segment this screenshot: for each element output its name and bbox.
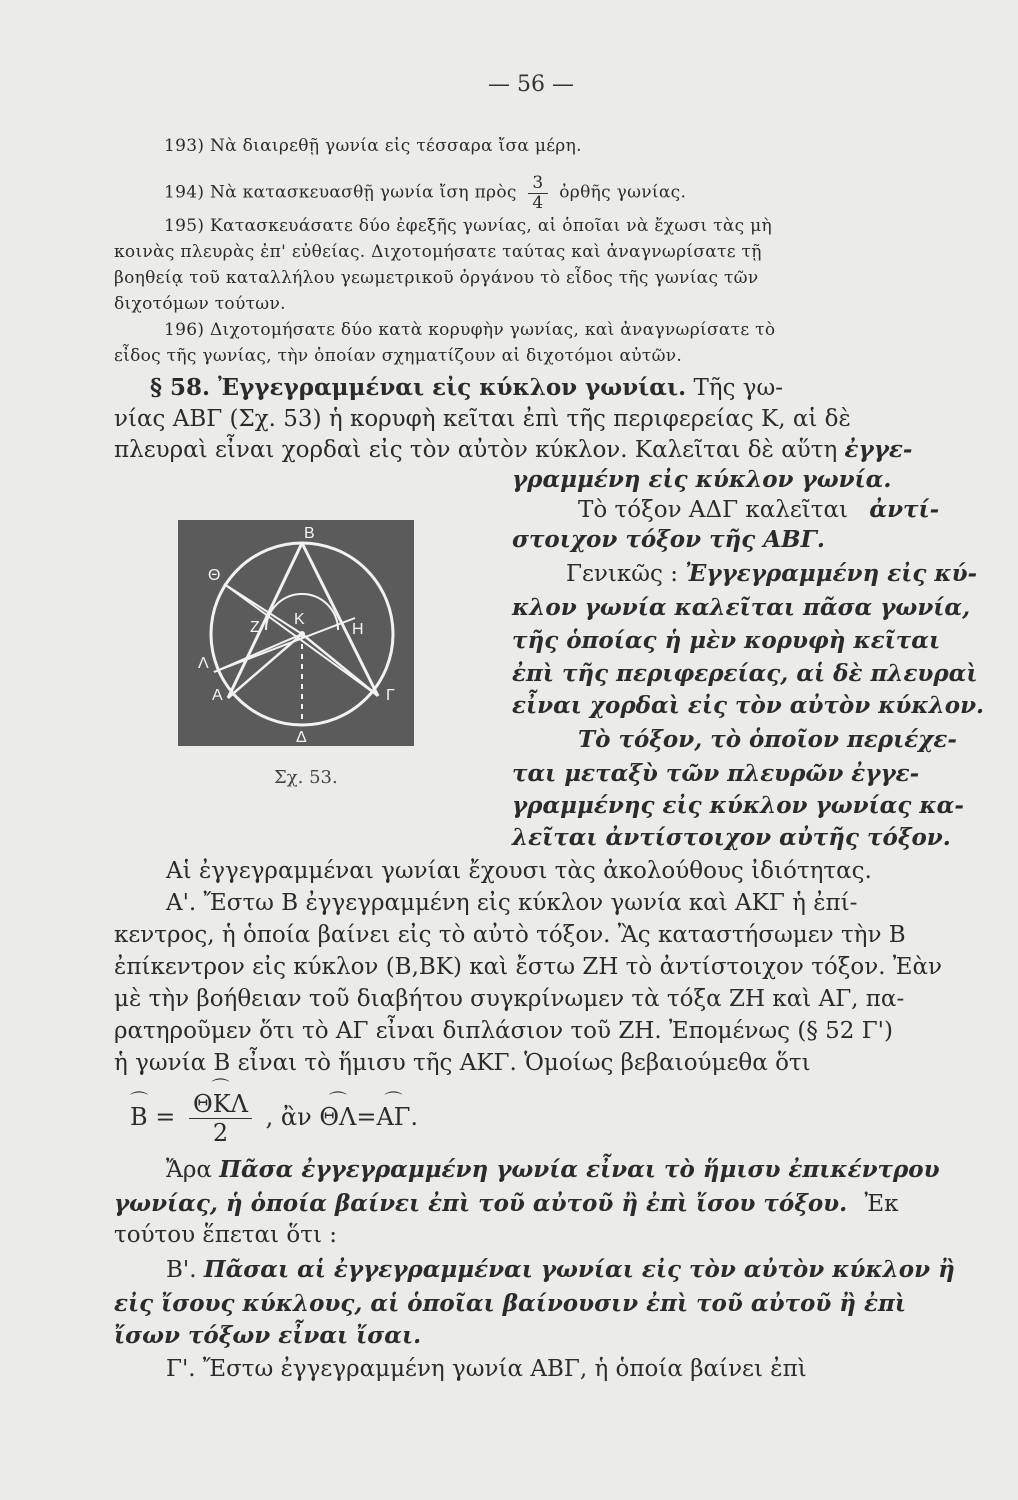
section-line1-tail: Τῆς γω- xyxy=(693,375,784,401)
property-b-label: Β'. xyxy=(166,1257,197,1283)
angle-formula xyxy=(130,1090,418,1147)
section-line13: ται μεταξὺ τῶν πλευρῶν ἐγγε- xyxy=(512,760,920,787)
section-line7 xyxy=(566,560,977,587)
center-point xyxy=(299,631,305,637)
conclusion-statement-1: Πᾶσα ἐγγεγραμμένη γωνία εἶναι τὸ ἥμισυ ἐπικέντρου xyxy=(219,1156,940,1183)
section-line6: στοιχον τόξον τῆς ΑΒΓ. xyxy=(512,526,825,553)
section-line3 xyxy=(114,436,912,463)
fraction-denominator: 4 xyxy=(532,192,544,213)
label-b: Β xyxy=(304,525,315,542)
section-line5-term: ἀντί- xyxy=(869,496,940,523)
property-b-line3: ἴσων τόξων εἶναι ἴσαι. xyxy=(114,1322,422,1349)
property-b-text: Πᾶσαι αἱ ἐγγεγραμμέναι γωνίαι εἰς τὸν αὐτὸν κύκλον ἢ xyxy=(203,1256,955,1283)
label-d: Δ xyxy=(296,729,307,746)
exercise-194-tail: ὀρθῆς γωνίας. xyxy=(559,182,687,203)
label-lambda: Λ xyxy=(198,655,209,672)
section-line9: τῆς ὁποίας ἡ μὲν κορυφὴ κεῖται xyxy=(512,627,941,654)
conclusion-line2 xyxy=(114,1190,898,1217)
conclusion-line1 xyxy=(166,1156,940,1183)
exercise-194-text: 194) Νὰ κατασκευασθῇ γωνία ἴση πρὸς xyxy=(164,182,517,203)
section-line5-text: Τὸ τόξον ΑΔΓ καλεῖται xyxy=(578,497,849,523)
property-b-line2: εἰς ἴσους κύκλους, αἱ ὁποῖαι βαίνουσιν ἐπὶ τοῦ αὐτοῦ ἢ ἐπὶ xyxy=(114,1290,906,1317)
section-line12: Τὸ τόξον, τὸ ὁποῖον περιέχε- xyxy=(578,726,957,753)
exercise-195-line2: κοινὰς πλευρὰς ἐπ' εὐθείας. Διχοτομήσατε ταύτας καὶ ἀναγνωρίσατε τῇ xyxy=(114,242,762,262)
figure-53 xyxy=(178,520,414,746)
conclusion-statement-2: γωνίας, ἡ ὁποία βαίνει ἐπὶ τοῦ αὐτοῦ ἢ ἐπὶ ἴσου τόξου. xyxy=(114,1190,848,1217)
property-a-line2: κεντρος, ἡ ὁποία βαίνει εἰς τὸ αὐτὸ τόξον. Ἂς καταστήσωμεν τὴν Β xyxy=(114,922,906,948)
conclusion-line2-tail: Ἐκ xyxy=(864,1191,899,1217)
exercise-195-line1: 195) Κατασκευάσατε δύο ἐφεξῆς γωνίας, αἱ ὁποῖαι νὰ ἔχωσι τὰς μὴ xyxy=(164,216,772,236)
label-z: Ζ xyxy=(250,619,260,636)
property-b-line1 xyxy=(166,1256,955,1283)
section-line15: λεῖται ἀντίστοιχον αὐτῆς τόξον. xyxy=(512,824,951,851)
label-g: Γ xyxy=(386,687,395,704)
exercise-195-line3: βοηθείᾳ τοῦ καταλλήλου γεωμετρικοῦ ὀργάνου τὸ εἶδος τῆς γωνίας τῶν xyxy=(114,268,759,288)
conclusion-line3: τούτου ἕπεται ὅτι : xyxy=(114,1222,338,1248)
section-line14: γραμμένης εἰς κύκλον γωνίας κα- xyxy=(512,792,964,819)
exercise-194 xyxy=(164,174,686,212)
formula-equals: = xyxy=(155,1103,176,1131)
property-a-line5: ρατηροῦμεν ὅτι τὸ ΑΓ εἶναι διπλάσιον τοῦ ΖΗ. Ἐπομένως (§ 52 Γ') xyxy=(114,1018,893,1044)
section-heading: § 58. Ἐγγεγραμμέναι εἰς κύκλον γωνίαι. xyxy=(150,374,687,401)
section-line7-text: Γενικῶς : xyxy=(566,561,678,587)
formula-condition: , ἂν xyxy=(265,1103,312,1131)
property-a-line1: Α'. Ἔστω Β ἐγγεγραμμένη εἰς κύκλον γωνία καὶ ΑΚΓ ἡ ἐπί- xyxy=(166,890,858,916)
page-number: — 56 — xyxy=(488,72,574,97)
exercise-193: 193) Νὰ διαιρεθῇ γωνία εἰς τέσσαρα ἴσα μέρη. xyxy=(164,136,582,156)
section-58-line1 xyxy=(150,374,783,401)
exercise-196-line1: 196) Διχοτομήσατε δύο κατὰ κορυφὴν γωνίας, καὶ ἀναγνωρίσατε τὸ xyxy=(164,320,776,340)
conclusion-lead: Ἄρα xyxy=(166,1157,212,1183)
section-line10: ἐπὶ τῆς περιφερείας, αἱ δὲ πλευραὶ xyxy=(512,660,978,687)
exercise-195-line4: διχοτόμων τούτων. xyxy=(114,294,286,314)
property-g-line1: Γ'. Ἔστω ἐγγεγραμμένη γωνία ΑΒΓ, ἡ ὁποία βαίνει ἐπὶ xyxy=(166,1356,807,1382)
property-a-line4: μὲ τὴν βοήθειαν τοῦ διαβήτου συγκρίνωμεν τὰ τόξα ΖΗ καὶ ΑΓ, πα- xyxy=(114,986,905,1012)
formula-lhs: ⌒ Β xyxy=(130,1103,148,1131)
section-line2: νίας ΑΒΓ (Σχ. 53) ἡ κορυφὴ κεῖται ἐπὶ τῆς περιφερείας Κ, αἱ δὲ xyxy=(114,406,851,432)
section-line7-term: Ἐγγεγραμμένη εἰς κύ- xyxy=(685,560,978,587)
formula-equals-2: = xyxy=(356,1103,377,1131)
fraction-three-quarters xyxy=(528,174,547,212)
exercise-196-line2: εἶδος τῆς γωνίας, τὴν ὁποίαν σχηματίζουν αἱ διχοτόμοι αὐτῶν. xyxy=(114,346,683,366)
label-theta: Θ xyxy=(208,567,221,584)
section-line4: γραμμένη εἰς κύκλον γωνία. xyxy=(512,466,892,493)
formula-fraction xyxy=(189,1090,252,1147)
formula-end: . xyxy=(410,1103,419,1131)
section-line5 xyxy=(578,496,939,523)
formula-numerator: ⌒ ΘΚΛ xyxy=(193,1090,248,1118)
label-h: Η xyxy=(352,621,364,638)
property-a-line3: ἐπίκεντρον εἰς κύκλον (Β,ΒΚ) καὶ ἔστω ΖΗ τὸ ἀντίστοιχον τόξον. Ἐὰν xyxy=(114,954,943,980)
label-a: Α xyxy=(212,687,223,704)
fraction-numerator: 3 xyxy=(528,174,547,194)
formula-denominator: 2 xyxy=(212,1119,229,1147)
properties-intro: Αἱ ἐγγεγραμμέναι γωνίαι ἔχουσι τὰς ἀκολούθους ἰδιότητας. xyxy=(166,858,872,884)
section-line8: κλον γωνία καλεῖται πᾶσα γωνία, xyxy=(512,594,971,621)
circle-diagram xyxy=(178,520,414,746)
section-line11: εἶναι χορδαὶ εἰς τὸν αὐτὸν κύκλον. xyxy=(512,692,985,719)
property-a-line6: ἡ γωνία Β εἶναι τὸ ἥμισυ τῆς ΑΚΓ. Ὁμοίως βεβαιούμεθα ὅτι xyxy=(114,1050,811,1076)
section-line3-term: ἐγγε- xyxy=(844,436,913,463)
section-line3-text: πλευραὶ εἶναι χορδαὶ εἰς τὸν αὐτὸν κύκλον. Καλεῖται δὲ αὕτη xyxy=(114,437,838,463)
figure-caption: Σχ. 53. xyxy=(274,767,338,788)
formula-arc-ag: ⌒ ΑΓ xyxy=(376,1103,410,1131)
formula-arc-theta-lambda: ⌒ ΘΛ xyxy=(319,1103,356,1131)
label-k: Κ xyxy=(294,611,305,628)
